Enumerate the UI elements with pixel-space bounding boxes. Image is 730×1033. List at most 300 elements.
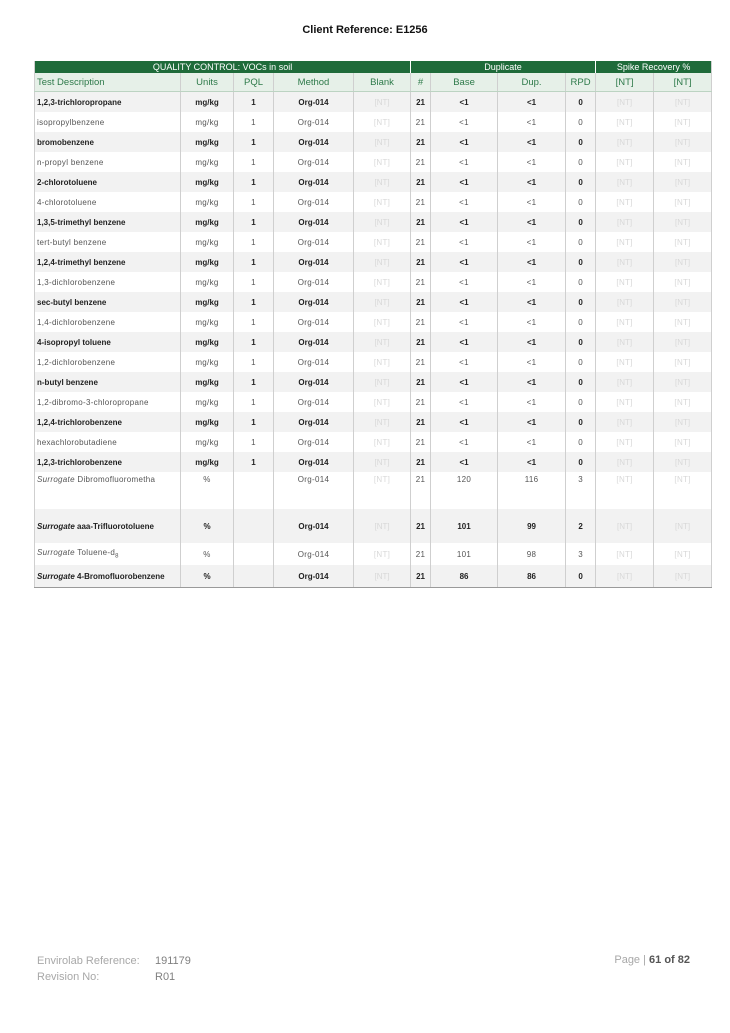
pql-cell: 1 <box>234 172 274 192</box>
number-cell: 21 <box>411 232 431 252</box>
col-header-method: Method <box>274 73 354 92</box>
table-row <box>35 432 712 452</box>
rpd-cell: 0 <box>566 132 596 152</box>
rpd-cell: 0 <box>566 432 596 452</box>
method-cell: Org-014 <box>274 212 354 232</box>
pql-cell: 1 <box>234 332 274 352</box>
test-description-cell: 1,2,3-trichlorobenzene <box>35 452 181 472</box>
table-row <box>35 372 712 392</box>
rpd-cell: 0 <box>566 565 596 588</box>
test-description-cell: 4-isopropyl toluene <box>35 332 181 352</box>
page-value: 61 of 82 <box>649 954 690 966</box>
base-cell: <1 <box>431 112 498 132</box>
page-label: Page | <box>614 954 650 966</box>
rpd-cell: 0 <box>566 352 596 372</box>
surrogate-prefix: Surrogate <box>37 548 75 558</box>
spike-2-cell: [NT] <box>654 432 712 452</box>
blank-cell: [NT] <box>354 392 411 412</box>
rpd-cell: 0 <box>566 252 596 272</box>
spike-1-cell: [NT] <box>596 252 654 272</box>
blank-cell: [NT] <box>354 152 411 172</box>
number-cell: 21 <box>411 172 431 192</box>
rpd-cell: 0 <box>566 172 596 192</box>
spike-2-cell: [NT] <box>654 332 712 352</box>
dup-cell: <1 <box>498 132 566 152</box>
blank-cell: [NT] <box>354 92 411 113</box>
number-cell: 21 <box>411 272 431 292</box>
spike-2-cell: [NT] <box>654 112 712 132</box>
surrogate-prefix: Surrogate <box>37 475 75 484</box>
units-cell: % <box>181 472 234 509</box>
pql-cell: 1 <box>234 392 274 412</box>
spike-2-cell: [NT] <box>654 212 712 232</box>
surrogate-name: aaa-Trifluorotoluene <box>77 521 154 531</box>
table-row <box>35 272 712 292</box>
blank-cell: [NT] <box>354 312 411 332</box>
dup-cell: <1 <box>498 192 566 212</box>
dup-cell: <1 <box>498 312 566 332</box>
units-cell: mg/kg <box>181 332 234 352</box>
spike-1-cell: [NT] <box>596 352 654 372</box>
spike-2-cell: [NT] <box>654 565 712 588</box>
rpd-cell: 0 <box>566 412 596 432</box>
pql-cell: 1 <box>234 272 274 292</box>
units-cell: mg/kg <box>181 192 234 212</box>
pql-cell: 1 <box>234 312 274 332</box>
pql-cell: 1 <box>234 152 274 172</box>
spike-2-cell: [NT] <box>654 372 712 392</box>
table-row <box>35 312 712 332</box>
spike-1-cell: [NT] <box>596 412 654 432</box>
surrogate-name: Dibromofluorometha <box>77 475 156 484</box>
number-cell: 21 <box>411 112 431 132</box>
pql-cell: 1 <box>234 192 274 212</box>
pql-cell <box>234 543 274 565</box>
spike-1-cell: [NT] <box>596 509 654 543</box>
test-description-cell: 1,2,4-trimethyl benzene <box>35 252 181 272</box>
test-description-cell: isopropylbenzene <box>37 117 105 127</box>
test-description-cell: 1,2-dibromo-3-chloropropane <box>37 397 149 407</box>
table-row <box>35 232 712 252</box>
dup-cell: <1 <box>498 452 566 472</box>
table-row <box>35 92 712 113</box>
blank-cell: [NT] <box>354 252 411 272</box>
group-header-row <box>35 61 712 73</box>
units-cell: mg/kg <box>181 292 234 312</box>
number-cell: 21 <box>411 292 431 312</box>
base-cell: <1 <box>431 232 498 252</box>
units-cell: mg/kg <box>181 132 234 152</box>
spike-1-cell: [NT] <box>596 332 654 352</box>
number-cell: 21 <box>411 192 431 212</box>
revision-value: R01 <box>155 971 176 983</box>
dup-cell: 99 <box>498 509 566 543</box>
rpd-cell: 0 <box>566 292 596 312</box>
spike-1-cell: [NT] <box>596 543 654 565</box>
method-cell: Org-014 <box>274 272 354 292</box>
spike-2-cell: [NT] <box>654 392 712 412</box>
number-cell: 21 <box>411 452 431 472</box>
units-cell: mg/kg <box>181 352 234 372</box>
blank-cell: [NT] <box>354 432 411 452</box>
base-cell: 120 <box>431 472 498 509</box>
blank-cell: [NT] <box>354 272 411 292</box>
table-row <box>35 252 712 272</box>
base-cell: <1 <box>431 372 498 392</box>
test-description-cell: n-propyl benzene <box>37 157 104 167</box>
test-description-cell: hexachlorobutadiene <box>37 437 117 447</box>
test-description-cell: bromobenzene <box>35 132 181 152</box>
blank-cell: [NT] <box>354 192 411 212</box>
units-cell: % <box>181 565 234 588</box>
spike-1-cell: [NT] <box>596 392 654 412</box>
dup-cell: <1 <box>498 392 566 412</box>
envirolab-reference-value: 191179 <box>155 955 191 967</box>
units-cell: mg/kg <box>181 452 234 472</box>
surrogate-row <box>35 472 712 509</box>
table-row <box>35 192 712 212</box>
dup-cell: <1 <box>498 112 566 132</box>
pql-cell: 1 <box>234 112 274 132</box>
method-cell: Org-014 <box>274 432 354 452</box>
spike-1-cell: [NT] <box>596 152 654 172</box>
blank-cell: [NT] <box>354 452 411 472</box>
spike-2-cell: [NT] <box>654 312 712 332</box>
col-header-number: # <box>411 73 431 92</box>
units-cell: mg/kg <box>181 272 234 292</box>
table-row <box>35 132 712 152</box>
footer-reference <box>37 953 191 985</box>
blank-cell: [NT] <box>354 543 411 565</box>
base-cell: <1 <box>431 272 498 292</box>
table-row <box>35 352 712 372</box>
method-cell: Org-014 <box>274 452 354 472</box>
units-cell: mg/kg <box>181 152 234 172</box>
method-cell: Org-014 <box>274 543 354 565</box>
method-cell: Org-014 <box>274 192 354 212</box>
spike-2-cell: [NT] <box>654 92 712 113</box>
base-cell: <1 <box>431 312 498 332</box>
blank-cell: [NT] <box>354 412 411 432</box>
spike-2-cell: [NT] <box>654 192 712 212</box>
col-header-test-description: Test Description <box>35 73 181 92</box>
method-cell: Org-014 <box>274 92 354 113</box>
number-cell: 21 <box>411 412 431 432</box>
number-cell: 21 <box>411 92 431 113</box>
number-cell: 21 <box>411 392 431 412</box>
blank-cell: [NT] <box>354 472 411 509</box>
revision-label: Revision No: <box>37 971 100 983</box>
table-row <box>35 172 712 192</box>
number-cell: 21 <box>411 332 431 352</box>
number-cell: 21 <box>411 152 431 172</box>
units-cell: mg/kg <box>181 372 234 392</box>
spike-2-cell: [NT] <box>654 232 712 252</box>
dup-cell: <1 <box>498 172 566 192</box>
dup-cell: <1 <box>498 152 566 172</box>
method-cell: Org-014 <box>274 132 354 152</box>
dup-cell: <1 <box>498 252 566 272</box>
rpd-cell: 3 <box>566 543 596 565</box>
method-cell: Org-014 <box>274 292 354 312</box>
units-cell: mg/kg <box>181 232 234 252</box>
method-cell: Org-014 <box>274 472 354 509</box>
spike-2-cell: [NT] <box>654 152 712 172</box>
units-cell: mg/kg <box>181 92 234 113</box>
number-cell: 21 <box>411 132 431 152</box>
number-cell: 21 <box>411 432 431 452</box>
base-cell: <1 <box>431 152 498 172</box>
dup-cell: 86 <box>498 565 566 588</box>
units-cell: mg/kg <box>181 412 234 432</box>
spike-1-cell: [NT] <box>596 172 654 192</box>
number-cell: 21 <box>411 352 431 372</box>
surrogate-name: 4-Bromofluorobenzene <box>77 571 165 581</box>
spike-2-cell: [NT] <box>654 452 712 472</box>
surrogate-row <box>35 565 712 588</box>
dup-cell: <1 <box>498 372 566 392</box>
number-cell: 21 <box>411 252 431 272</box>
dup-cell: <1 <box>498 272 566 292</box>
rpd-cell: 2 <box>566 509 596 543</box>
spike-1-cell: [NT] <box>596 132 654 152</box>
blank-cell: [NT] <box>354 292 411 312</box>
units-cell: mg/kg <box>181 392 234 412</box>
units-cell: mg/kg <box>181 432 234 452</box>
method-cell: Org-014 <box>274 172 354 192</box>
units-cell: mg/kg <box>181 312 234 332</box>
spike-1-cell: [NT] <box>596 232 654 252</box>
method-cell: Org-014 <box>274 152 354 172</box>
spike-2-cell: [NT] <box>654 412 712 432</box>
test-description-cell: 4-chlorotoluene <box>37 197 97 207</box>
table-row <box>35 332 712 352</box>
spike-1-cell: [NT] <box>596 312 654 332</box>
base-cell: <1 <box>431 432 498 452</box>
col-header-units: Units <box>181 73 234 92</box>
page-number <box>560 954 690 966</box>
number-cell: 21 <box>411 372 431 392</box>
pql-cell <box>234 509 274 543</box>
method-cell: Org-014 <box>274 352 354 372</box>
blank-cell: [NT] <box>354 112 411 132</box>
table-row <box>35 392 712 412</box>
col-header-base: Base <box>431 73 498 92</box>
rpd-cell: 0 <box>566 372 596 392</box>
blank-cell: [NT] <box>354 232 411 252</box>
units-cell: mg/kg <box>181 172 234 192</box>
qc-table-body <box>35 92 712 588</box>
pql-cell: 1 <box>234 432 274 452</box>
test-description-cell: 1,4-dichlorobenzene <box>37 317 116 327</box>
rpd-cell: 0 <box>566 192 596 212</box>
rpd-cell: 0 <box>566 272 596 292</box>
blank-cell: [NT] <box>354 509 411 543</box>
dup-cell: <1 <box>498 292 566 312</box>
number-cell: 21 <box>411 509 431 543</box>
surrogate-prefix: Surrogate <box>37 521 75 531</box>
col-header-dup: Dup. <box>498 73 566 92</box>
number-cell: 21 <box>411 565 431 588</box>
dup-cell: 116 <box>498 472 566 509</box>
spike-1-cell: [NT] <box>596 292 654 312</box>
test-description-cell: tert-butyl benzene <box>37 237 107 247</box>
pql-cell: 1 <box>234 232 274 252</box>
dup-cell: 98 <box>498 543 566 565</box>
spike-1-cell: [NT] <box>596 92 654 113</box>
spike-2-cell: [NT] <box>654 543 712 565</box>
blank-cell: [NT] <box>354 352 411 372</box>
test-description-cell: n-butyl benzene <box>35 372 181 392</box>
units-cell: mg/kg <box>181 212 234 232</box>
pql-cell <box>234 565 274 588</box>
test-description-cell <box>35 509 181 543</box>
test-description-cell: 1,2-dichlorobenzene <box>37 357 116 367</box>
blank-cell: [NT] <box>354 212 411 232</box>
number-cell: 21 <box>411 212 431 232</box>
dup-cell: <1 <box>498 352 566 372</box>
test-description-cell: sec-butyl benzene <box>35 292 181 312</box>
base-cell: <1 <box>431 132 498 152</box>
spike-1-cell: [NT] <box>596 212 654 232</box>
rpd-cell: 0 <box>566 452 596 472</box>
method-cell: Org-014 <box>274 332 354 352</box>
method-cell: Org-014 <box>274 232 354 252</box>
spike-2-cell: [NT] <box>654 172 712 192</box>
base-cell: 101 <box>431 543 498 565</box>
table-row <box>35 292 712 312</box>
pql-cell: 1 <box>234 292 274 312</box>
spike-2-cell: [NT] <box>654 472 712 509</box>
surrogate-name: Toluene-d <box>77 548 116 558</box>
base-cell: <1 <box>431 392 498 412</box>
dup-cell: <1 <box>498 432 566 452</box>
spike-1-cell: [NT] <box>596 472 654 509</box>
rpd-cell: 0 <box>566 212 596 232</box>
base-cell: <1 <box>431 212 498 232</box>
table-row <box>35 212 712 232</box>
spike-1-cell: [NT] <box>596 272 654 292</box>
spike-1-cell: [NT] <box>596 192 654 212</box>
units-cell: % <box>181 509 234 543</box>
blank-cell: [NT] <box>354 172 411 192</box>
method-cell: Org-014 <box>274 565 354 588</box>
col-header-blank: Blank <box>354 73 411 92</box>
column-header-row <box>35 73 712 92</box>
pql-cell <box>234 472 274 509</box>
test-description-cell <box>35 565 181 588</box>
spike-2-cell: [NT] <box>654 272 712 292</box>
base-cell: <1 <box>431 192 498 212</box>
rpd-cell: 3 <box>566 472 596 509</box>
envirolab-reference-label: Envirolab Reference: <box>37 955 140 967</box>
table-row <box>35 152 712 172</box>
rpd-cell: 0 <box>566 332 596 352</box>
base-cell: <1 <box>431 412 498 432</box>
spike-1-cell: [NT] <box>596 565 654 588</box>
number-cell: 21 <box>411 312 431 332</box>
test-description-cell: 1,3-dichlorobenzene <box>37 277 116 287</box>
method-cell: Org-014 <box>274 112 354 132</box>
spike-1-cell: [NT] <box>596 432 654 452</box>
dup-cell: <1 <box>498 232 566 252</box>
base-cell: <1 <box>431 252 498 272</box>
base-cell: <1 <box>431 332 498 352</box>
qc-table <box>34 61 712 588</box>
test-description-cell <box>35 543 181 565</box>
test-description-cell <box>35 472 181 509</box>
pql-cell: 1 <box>234 372 274 392</box>
test-description-cell: 2-chlorotoluene <box>35 172 181 192</box>
col-header-spike-1: [NT] <box>596 73 654 92</box>
dup-cell: <1 <box>498 412 566 432</box>
base-cell: 101 <box>431 509 498 543</box>
spike-1-cell: [NT] <box>596 112 654 132</box>
rpd-cell: 0 <box>566 92 596 113</box>
qc-group-header: QUALITY CONTROL: VOCs in soil <box>35 61 411 73</box>
surrogate-subscript: 8 <box>115 553 119 560</box>
units-cell: mg/kg <box>181 252 234 272</box>
spike-2-cell: [NT] <box>654 132 712 152</box>
pql-cell: 1 <box>234 352 274 372</box>
base-cell: <1 <box>431 92 498 113</box>
method-cell: Org-014 <box>274 392 354 412</box>
col-header-pql: PQL <box>234 73 274 92</box>
blank-cell: [NT] <box>354 332 411 352</box>
method-cell: Org-014 <box>274 252 354 272</box>
base-cell: 86 <box>431 565 498 588</box>
pql-cell: 1 <box>234 452 274 472</box>
method-cell: Org-014 <box>274 372 354 392</box>
blank-cell: [NT] <box>354 372 411 392</box>
rpd-cell: 0 <box>566 392 596 412</box>
table-row <box>35 112 712 132</box>
table-row <box>35 412 712 432</box>
client-reference: Client Reference: E1256 <box>302 24 428 36</box>
number-cell: 21 <box>411 543 431 565</box>
table-row <box>35 452 712 472</box>
surrogate-row <box>35 509 712 543</box>
method-cell: Org-014 <box>274 412 354 432</box>
base-cell: <1 <box>431 172 498 192</box>
units-cell: % <box>181 543 234 565</box>
col-header-spike-2: [NT] <box>654 73 712 92</box>
base-cell: <1 <box>431 292 498 312</box>
units-cell: mg/kg <box>181 112 234 132</box>
base-cell: <1 <box>431 452 498 472</box>
pql-cell: 1 <box>234 212 274 232</box>
rpd-cell: 0 <box>566 152 596 172</box>
blank-cell: [NT] <box>354 132 411 152</box>
spike-2-cell: [NT] <box>654 292 712 312</box>
dup-cell: <1 <box>498 92 566 113</box>
pql-cell: 1 <box>234 412 274 432</box>
rpd-cell: 0 <box>566 312 596 332</box>
spike-2-cell: [NT] <box>654 509 712 543</box>
duplicate-group-header: Duplicate <box>411 61 596 73</box>
spike-1-cell: [NT] <box>596 452 654 472</box>
rpd-cell: 0 <box>566 232 596 252</box>
spike-2-cell: [NT] <box>654 352 712 372</box>
col-header-rpd: RPD <box>566 73 596 92</box>
spike-2-cell: [NT] <box>654 252 712 272</box>
blank-cell: [NT] <box>354 565 411 588</box>
method-cell: Org-014 <box>274 509 354 543</box>
spike-1-cell: [NT] <box>596 372 654 392</box>
pql-cell: 1 <box>234 252 274 272</box>
rpd-cell: 0 <box>566 112 596 132</box>
pql-cell: 1 <box>234 132 274 152</box>
